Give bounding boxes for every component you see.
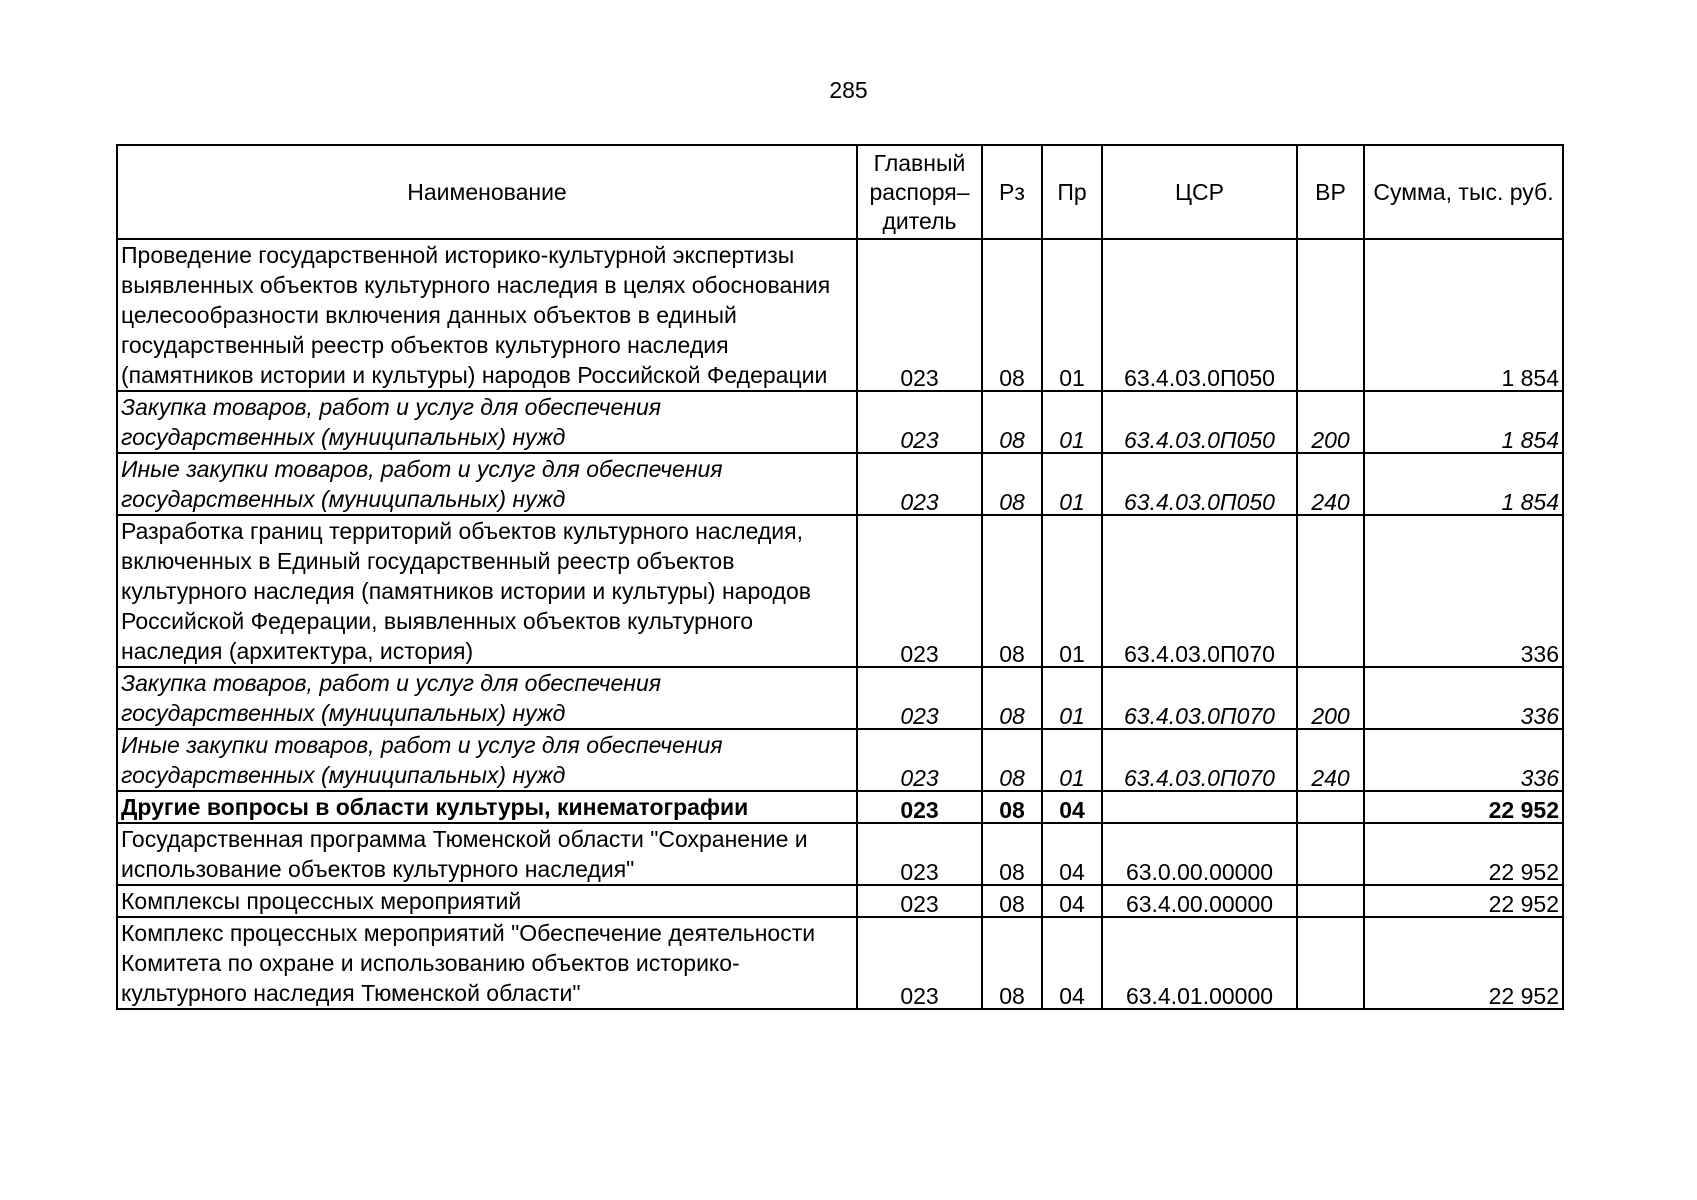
header-rz: Рз [982,145,1042,239]
cell-manager-text: 023 [900,765,939,791]
cell-vr [1297,667,1364,729]
cell-manager-text: 023 [900,641,939,667]
cell-pr-text: 04 [1059,983,1085,1009]
cell-rz-text: 08 [999,859,1025,885]
cell-rz-text: 08 [999,765,1025,791]
cell-name-text: Закупка товаров, работ и услуг для обеспечения государственных (муниципальных) нужд [121,670,662,726]
cell-sum [1364,667,1563,729]
cell-rz-text: 08 [999,489,1025,515]
cell-manager [857,885,982,917]
cell-sum [1364,453,1563,515]
cell-name-text: Иные закупки товаров, работ и услуг для обеспечения государственных (муниципальных) нужд [121,732,723,788]
cell-pr [1042,885,1102,917]
cell-name-text: Закупка товаров, работ и услуг для обеспечения государственных (муниципальных) нужд [121,394,662,450]
cell-vr-text: 200 [1311,703,1350,729]
cell-sum-text: 22 952 [1488,797,1559,823]
header-csr: ЦСР [1102,145,1297,239]
cell-rz-text: 08 [999,797,1025,823]
cell-pr-text: 04 [1059,859,1085,885]
cell-manager [857,917,982,1009]
cell-csr-text: 63.4.03.0П050 [1124,489,1275,515]
cell-pr [1042,239,1102,391]
cell-manager [857,667,982,729]
cell-csr [1102,885,1297,917]
cell-manager [857,823,982,885]
cell-vr [1297,391,1364,453]
cell-manager-text: 023 [900,365,939,391]
cell-pr-text: 01 [1059,641,1085,667]
cell-name [117,791,857,823]
cell-csr [1102,791,1297,823]
cell-name-text: Проведение государственной историко-культурной экспертизы выявленных объектов культурного наследия в целях обоснования целесообразности включения данных объектов в единый государственный реестр объектов культурного наследия (памятников истории и культуры) народов Российской Федерации [121,242,831,388]
cell-sum-text: 22 952 [1488,891,1559,917]
cell-sum [1364,917,1563,1009]
cell-name-text: Другие вопросы в области культуры, кинематографии [121,794,749,820]
cell-rz [982,729,1042,791]
cell-name [117,391,857,453]
cell-sum-text: 336 [1520,703,1559,729]
cell-manager [857,453,982,515]
cell-csr [1102,729,1297,791]
cell-name [117,885,857,917]
cell-csr-text: 63.4.01.00000 [1125,983,1274,1009]
cell-manager [857,791,982,823]
cell-csr [1102,515,1297,667]
cell-pr-text: 01 [1059,703,1085,729]
cell-name [117,667,857,729]
cell-vr [1297,453,1364,515]
cell-rz-text: 08 [999,891,1025,917]
budget-table [116,144,1564,1010]
cell-sum [1364,791,1563,823]
cell-vr [1297,239,1364,391]
table-row [117,823,1563,885]
cell-csr-text: 63.0.00.00000 [1125,859,1274,885]
cell-csr [1102,823,1297,885]
cell-sum [1364,239,1563,391]
cell-manager-text: 023 [900,983,939,1009]
cell-name [117,729,857,791]
cell-manager [857,515,982,667]
cell-vr-text: 240 [1311,765,1350,791]
cell-manager [857,391,982,453]
cell-sum [1364,515,1563,667]
cell-sum-text: 336 [1520,641,1559,667]
cell-name-text: Иные закупки товаров, работ и услуг для обеспечения государственных (муниципальных) нужд [121,456,723,512]
cell-csr-text: 63.4.03.0П050 [1124,427,1275,453]
cell-pr-text: 01 [1059,365,1085,391]
header-vr: ВР [1297,145,1364,239]
cell-name [117,239,857,391]
cell-vr [1297,729,1364,791]
cell-manager-text: 023 [900,891,939,917]
cell-sum [1364,823,1563,885]
table-row [117,917,1563,1009]
cell-manager [857,729,982,791]
cell-manager-text: 023 [900,797,939,823]
cell-sum [1364,885,1563,917]
cell-name [117,917,857,1009]
cell-rz-text: 08 [999,427,1025,453]
cell-pr [1042,453,1102,515]
cell-rz-text: 08 [999,983,1025,1009]
cell-pr [1042,391,1102,453]
table-row [117,453,1563,515]
cell-csr-text: 63.4.03.0П070 [1124,703,1275,729]
cell-name-text: Комплексы процессных мероприятий [121,888,522,914]
cell-pr [1042,667,1102,729]
cell-rz-text: 08 [999,365,1025,391]
cell-rz [982,823,1042,885]
page-number: 285 [829,77,868,103]
cell-vr-text: 200 [1311,427,1350,453]
cell-vr [1297,791,1364,823]
cell-sum-text: 1 854 [1501,489,1559,515]
cell-csr-text: 63.4.03.0П070 [1124,641,1275,667]
cell-rz-text: 08 [999,641,1025,667]
table-row [117,885,1563,917]
cell-manager-text: 023 [900,427,939,453]
cell-name-text: Государственная программа Тюменской области "Сохранение и использование объектов культурного наследия" [121,826,808,882]
cell-name [117,453,857,515]
cell-pr-text: 04 [1059,797,1085,823]
cell-pr [1042,729,1102,791]
cell-name-text: Комплекс процессных мероприятий "Обеспечение деятельности Комитета по охране и использованию объектов историко-культурного наследия Тюменской области" [121,920,816,1006]
cell-rz [982,239,1042,391]
cell-rz [982,515,1042,667]
cell-sum-text: 1 854 [1501,427,1559,453]
cell-pr [1042,791,1102,823]
cell-pr-text: 01 [1059,489,1085,515]
cell-manager-text: 023 [900,859,939,885]
header-sum: Сумма, тыс. руб. [1364,145,1563,239]
cell-csr-text: 63.4.03.0П050 [1124,365,1275,391]
cell-rz [982,667,1042,729]
cell-pr [1042,917,1102,1009]
cell-csr [1102,239,1297,391]
table-row [117,239,1563,391]
cell-rz [982,917,1042,1009]
header-row [117,145,1563,239]
table-row [117,667,1563,729]
table-row [117,515,1563,667]
cell-rz [982,391,1042,453]
cell-csr-text: 63.4.03.0П070 [1124,765,1275,791]
cell-vr [1297,823,1364,885]
cell-csr-text: 63.4.00.00000 [1125,891,1274,917]
cell-sum-text: 1 854 [1501,365,1559,391]
cell-manager-text: 023 [900,703,939,729]
cell-rz [982,791,1042,823]
cell-name [117,823,857,885]
cell-sum [1364,729,1563,791]
cell-csr [1102,391,1297,453]
cell-vr-text: 240 [1311,489,1350,515]
header-name: Наименование [117,145,857,239]
cell-name-text: Разработка границ территорий объектов культурного наследия, включенных в Единый государственный реестр объектов культурного наследия (памятников истории и культуры) народов Российской Федерации, выявленных объектов культурного наследия (архитектура, история) [121,518,811,664]
table-row [117,791,1563,823]
cell-csr [1102,917,1297,1009]
cell-sum-text: 22 952 [1488,983,1559,1009]
cell-sum-text: 336 [1520,765,1559,791]
cell-pr [1042,515,1102,667]
cell-manager [857,239,982,391]
cell-pr [1042,823,1102,885]
cell-vr [1297,515,1364,667]
cell-pr-text: 04 [1059,891,1085,917]
cell-rz [982,885,1042,917]
cell-rz-text: 08 [999,703,1025,729]
cell-sum-text: 22 952 [1488,859,1559,885]
cell-manager-text: 023 [900,489,939,515]
cell-pr-text: 01 [1059,765,1085,791]
cell-csr [1102,667,1297,729]
cell-sum [1364,391,1563,453]
table-row [117,391,1563,453]
cell-rz [982,453,1042,515]
header-pr: Пр [1042,145,1102,239]
cell-csr [1102,453,1297,515]
cell-vr [1297,917,1364,1009]
cell-name [117,515,857,667]
header-manager: Главный распоря–дитель [857,145,982,239]
cell-vr [1297,885,1364,917]
table-row [117,729,1563,791]
cell-pr-text: 01 [1059,427,1085,453]
